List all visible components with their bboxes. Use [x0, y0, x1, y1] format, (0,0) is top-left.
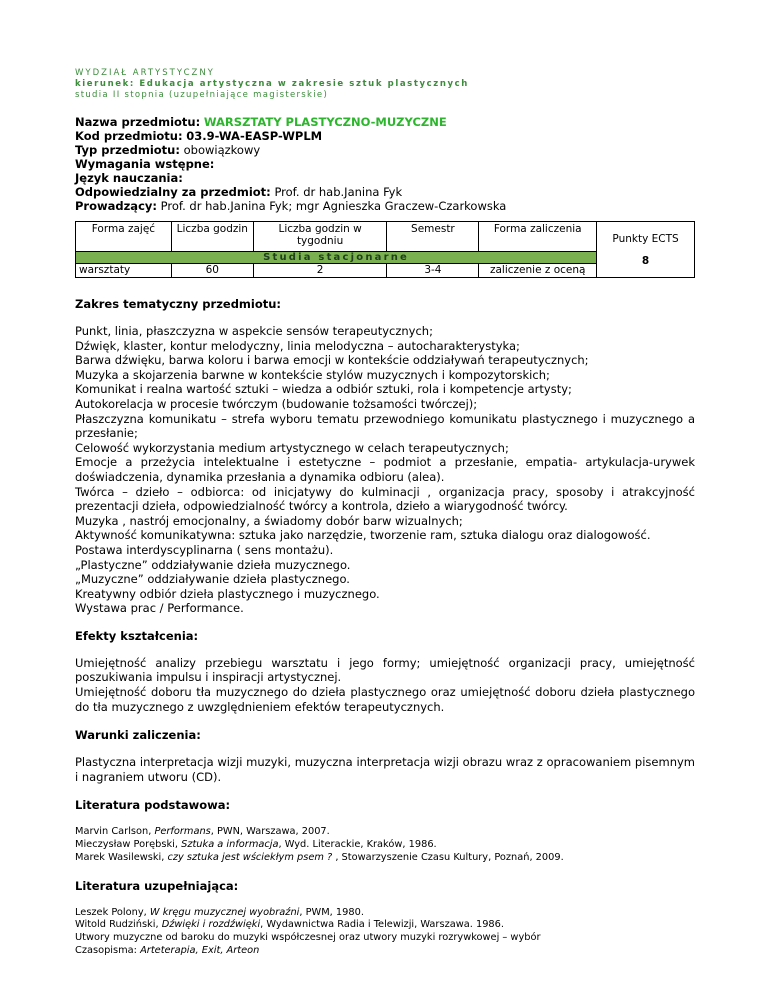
list-item: Aktywność komunikatywna: sztuka jako narzędzie, tworzenie ram, sztuka dialogu oraz dialogowość. — [75, 528, 651, 543]
conditions-text: Plastyczna interpretacja wizji muzyki, muzyczna interpretacja wizji obrazu wraz z opracowaniem pisemnym i nagraniem utworu (CD). — [75, 755, 695, 784]
list-item: Wystawa prac / Performance. — [75, 601, 244, 616]
list-item: Czasopisma: Arteterapia, Exit, Arteon — [75, 944, 260, 956]
list-item: Kreatywny odbiór dzieła plastycznego i muzycznego. — [75, 586, 380, 601]
language-row: Język nauczania: — [75, 171, 183, 185]
responsible-person: Prof. dr hab.Janina Fyk — [274, 185, 403, 199]
list-item: Twórca – dzieło – odbiorca: od inicjatywy do kulminacji , organizacja pracy, sposoby i atrakcyjność prezentacji dzieła, odpowiedzialność twórcy a kontrola, dzieło a wiarygodność twórcy. — [75, 484, 695, 514]
instructors-row: Prowadzący: Prof. dr hab.Janina Fyk; mgr Agnieszka Graczew-Czarkowska — [75, 199, 507, 213]
list-item: Utwory muzyczne od baroku do muzyki współczesnej oraz utwory muzyki rozrywkowej – wybór — [75, 931, 541, 943]
list-item: Płaszczyzna komunikatu – strefa wyboru tematu przewodniego komunikatu plastycznego i muzycznego a przesłanie; — [75, 411, 695, 441]
course-type-row: Typ przedmiotu: obowiązkowy — [75, 143, 261, 157]
basic-literature-list — [75, 826, 695, 864]
list-item: Punkt, linia, płaszczyzna w aspekcie sensów terapeutycznych; — [75, 324, 433, 338]
list-item: Marvin Carlson, Performans, PWN, Warszawa, 2007. — [75, 826, 330, 838]
cell-hours: 60 — [171, 264, 253, 278]
study-level: studia II stopnia (uzupełniające magisterskie) — [75, 90, 329, 100]
cell-weekly-hours: 2 — [253, 264, 387, 278]
scope-section — [75, 297, 695, 616]
faculty-name: WYDZIAŁ ARTYSTYCZNY — [75, 68, 215, 78]
study-mode-label: Studia stacjonarne — [76, 252, 597, 264]
header-form: Forma zajęć — [76, 222, 172, 252]
cell-semester: 3-4 — [387, 264, 479, 278]
responsible-row: Odpowiedzialny za przedmiot: Prof. dr hab.Janina Fyk — [75, 185, 403, 199]
list-item: Muzyka , nastrój emocjonalny, a świadomy dobór barw wizualnych; — [75, 513, 463, 528]
list-item: Leszek Polony, W kręgu muzycznej wyobraźni, PWM, 1980. — [75, 906, 364, 918]
table-header-row — [76, 222, 695, 252]
list-item: Postawa interdyscyplinarna ( sens montażu). — [75, 542, 334, 557]
course-code: 03.9-WA-EASP-WPLM — [186, 129, 323, 143]
course-name-row: Nazwa przedmiotu: WARSZTATY PLASTYCZNO-MUZYCZNE — [75, 115, 447, 129]
outcomes-paragraph: Umiejętność doboru tła muzycznego do dzieła plastycznego oraz umiejętność doboru dzieła plastycznego do tła muzycznego z uwzględnieniem efektów terapeutycznych. — [75, 685, 695, 714]
list-item: Autokorelacja w procesie twórczym (budowanie tożsamości twórczej); — [75, 396, 478, 411]
outcomes-title: Efekty kształcenia: — [75, 628, 199, 643]
cell-assessment: zaliczenie z oceną — [479, 264, 597, 278]
conditions-title: Warunki zaliczenia: — [75, 728, 201, 743]
instructors: Prof. dr hab.Janina Fyk; mgr Agnieszka Graczew-Czarkowska — [160, 199, 507, 213]
scope-title: Zakres tematyczny przedmiotu: — [75, 297, 282, 311]
header-semester: Semestr — [387, 222, 479, 252]
supplementary-literature-section — [75, 879, 695, 958]
course-type: obowiązkowy — [183, 143, 261, 157]
header-weekly-hours: Liczba godzin w tygodniu — [253, 222, 387, 252]
header-hours: Liczba godzin — [171, 222, 253, 252]
list-item: Komunikat i realna wartość sztuki – wiedza a odbiór sztuki, rola i kompetencje artysty; — [75, 382, 572, 397]
list-item: Celowość wykorzystania medium artystycznego w celach terapeutycznych; — [75, 440, 509, 455]
list-item: Marek Wasilewski, czy sztuka jest wściekłym psem ? , Stowarzyszenie Czasu Kultury, Poznań, 2009. — [75, 851, 564, 863]
list-item: Barwa dźwięku, barwa koloru i barwa emocji w kontekście oddziaływań terapeutycznych; — [75, 353, 589, 368]
document-page — [75, 68, 695, 957]
course-name: WARSZTATY PLASTYCZNO-MUZYCZNE — [203, 115, 447, 129]
supplementary-literature-title: Literatura uzupełniająca: — [75, 878, 239, 893]
outcomes-text — [75, 656, 695, 714]
field-of-study: kierunek: Edukacja artystyczna w zakresie sztuk plastycznych — [75, 79, 469, 89]
basic-literature-title: Literatura podstawowa: — [75, 798, 231, 813]
header-assessment: Forma zaliczenia — [479, 222, 597, 252]
faculty-header — [75, 68, 695, 101]
conditions-section — [75, 728, 695, 784]
list-item: „Muzyczne” oddziaływanie dzieła plastycznego. — [75, 572, 350, 587]
supplementary-literature-list — [75, 907, 695, 958]
course-code-row: Kod przedmiotu: 03.9-WA-EASP-WPLM — [75, 129, 323, 143]
list-item: Witold Rudziński, Dźwięki i rozdźwięki, Wydawnictwa Radia i Telewizji, Warszawa. 1986. — [75, 919, 505, 931]
basic-literature-section — [75, 798, 695, 864]
scope-list — [75, 324, 695, 616]
prerequisites-row: Wymagania wstępne: — [75, 157, 215, 171]
list-item: „Plastyczne” oddziaływanie dzieła muzycznego. — [75, 557, 351, 572]
list-item: Mieczysław Porębski, Sztuka a informacja, Wyd. Literackie, Kraków, 1986. — [75, 839, 437, 851]
ects-value: 8 — [641, 255, 650, 267]
list-item: Emocje a przeżycia intelektualne i estetyczne – podmiot a przesłanie, empatia- artykulacja-urywek doświadczenia, dynamika przesłania a dynamika odbioru (alea). — [75, 455, 695, 484]
cell-form: warsztaty — [76, 264, 172, 278]
course-info — [75, 115, 695, 213]
outcomes-paragraph: Umiejętność analizy przebiegu warsztatu i jego formy; umiejętność organizacji pracy, umiejętność poszukiwania impulsu i inspiracji artystycznej. — [75, 655, 695, 685]
course-table — [75, 221, 695, 278]
list-item: Dźwięk, klaster, kontur melodyczny, linia melodyczna – autocharakterystyka; — [75, 338, 520, 353]
outcomes-section — [75, 629, 695, 714]
header-ects: Punkty ECTS — [612, 233, 679, 245]
header-ects-cell — [597, 222, 695, 278]
list-item: Muzyka a skojarzenia barwne w kontekście stylów muzycznych i kompozytorskich; — [75, 367, 550, 382]
